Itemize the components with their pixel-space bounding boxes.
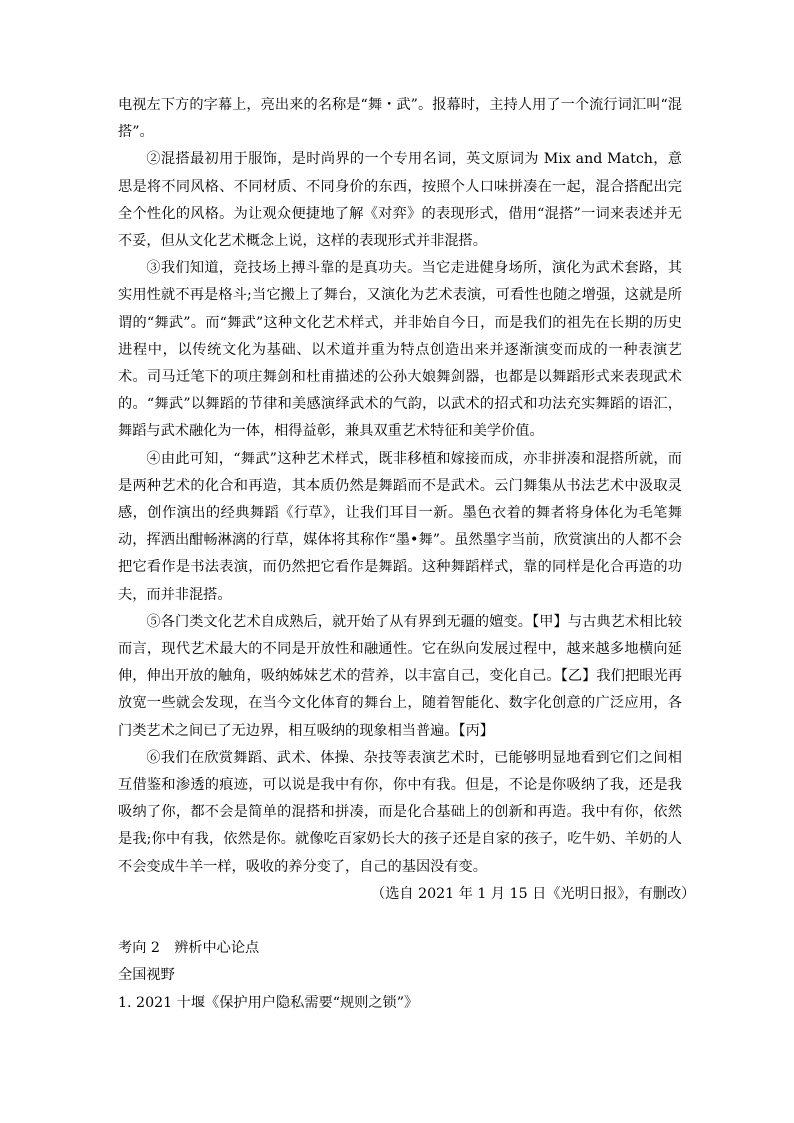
paragraph-2: ②混搭最初用于服饰，是时尚界的一个专用名词，英文原词为 Mix and Match，意思是将不同风格、不同材质、不同身价的东西，按照个人口味拼凑在一起，混合搭配出完全个性化的风格。为让观众便捷地了解《对弈》的表现形式，借用“混搭”一词来表述并无不妥，但从文化艺术概念上说，这样的表现形式并非混搭。 — [118, 151, 682, 250]
paragraph-3: ③我们知道，竞技场上搏斗靠的是真功夫。当它走进健身场所，演化为武术套路，其实用性就不再是格斗;当它搬上了舞台，又演化为艺术表演，可看性也随之增强，这就是所谓的“舞武”。而“舞武”这种文化艺术样式，并非始自今日，而是我们的祖先在长期的历史进程中，以传统文化为基础、以术道并重为特点创造出来并逐渐演变而成的一种表演艺术。司马迁笔下的项庄舞剑和杜甫描述的公孙大娘舞剑器，也都是以舞蹈形式来表现武术的。“舞武”以舞蹈的节律和美感演绎武术的气韵，以武术的招式和功法充实舞蹈的语汇，舞蹈与武术融化为一体，相得益彰，兼具双重艺术特征和美学价值。 — [118, 260, 682, 440]
question-section — [118, 935, 682, 1017]
paragraph-5: ⑤各门类文化艺术自成熟后，就开始了从有界到无疆的嬗变。【甲】与古典艺术相比较而言，现代艺术最大的不同是开放性和融通性。它在纵向发展过程中，越来越多地横向延伸，伸出开放的触角，吸纳姊妹艺术的营养，以丰富自己，变化自己。【乙】我们把眼光再放宽一些就会发现，在当今文化体育的舞台上，随着智能化、数字化创意的广泛应用，各门类艺术之间已了无边界，相互吸纳的现象相当普遍。【丙】 — [118, 613, 682, 739]
paragraph-6: ⑥我们在欣赏舞蹈、武术、体操、杂技等表演艺术时，已能够明显地看到它们之间相互借鉴和渗透的痕迹，可以说是我中有你，你中有我。但是，不论是你吸纳了我，还是我吸纳了你，都不会是简单的混搭和拼凑，而是化合基础上的创新和再造。我中有你，依然是我;你中有我，依然是你。就像吃百家奶长大的孩子还是自家的孩子，吃牛奶、羊奶的人不会变成牛羊一样，吸收的养分变了，自己的基因没有变。 — [118, 749, 682, 875]
document-page — [118, 92, 696, 1017]
source-citation: （选自 2021 年 1 月 15 日《光明日报》，有删改） — [371, 885, 696, 902]
paragraph-4: ④由此可知，“舞武”这种艺术样式，既非移植和嫁接而成，亦非拼凑和混搭所就，而是两种艺术的化合和再造，其本质仍然是舞蹈而不是武术。云门舞集从书法艺术中汲取灵感，创作演出的经典舞蹈《行草》，让我们耳目一新。墨色衣着的舞者将身体化为毛笔舞动，挥洒出酣畅淋漓的行草，媒体将其称作“墨•舞”。虽然墨字当前，欣赏演出的人都不会把它看作是书法表演，而仍然把它看作是舞蹈。这种舞蹈样式，靠的同样是化合再造的功夫，而并非混搭。 — [118, 450, 682, 603]
question-item: 1. 2021 十堰《保护用户隐私需要“规则之锁”》 — [118, 994, 419, 1011]
paragraph-1-continued: 电视左下方的字幕上，亮出来的名称是“舞・武”。报幕时，主持人用了一个流行词汇叫“混搭”。 — [118, 97, 682, 141]
section-heading: 考向 2 辨析中心论点 — [118, 940, 260, 957]
section-subheading: 全国视野 — [118, 967, 175, 984]
